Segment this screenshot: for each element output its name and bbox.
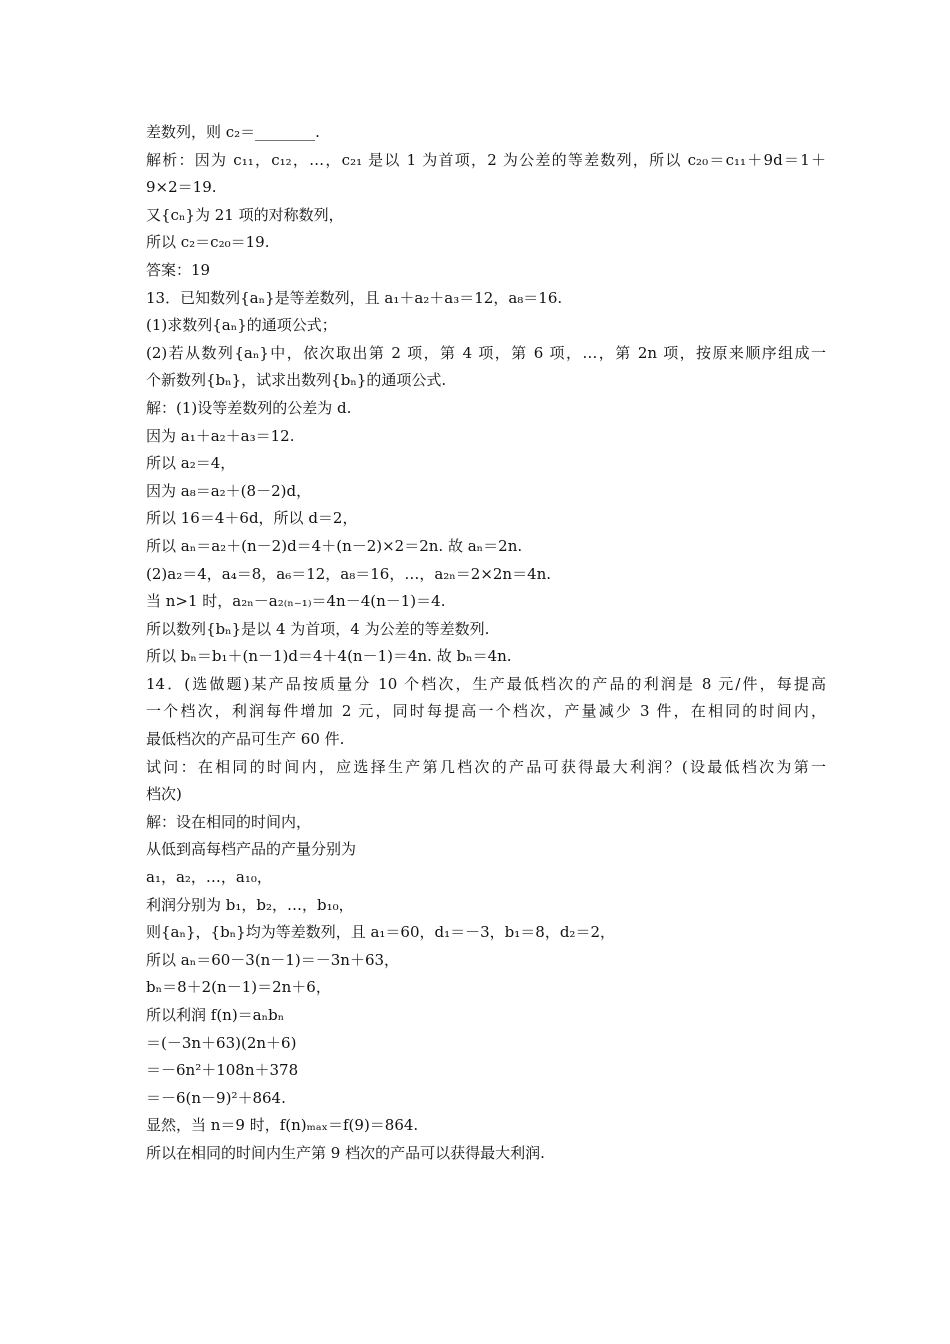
text-line: 所以 aₙ＝60－3(n－1)＝－3n＋63， bbox=[146, 950, 400, 969]
text-line: 解：设在相同的时间内， bbox=[146, 812, 312, 831]
text-line: 试问：在相同的时间内，应选择生产第几档次的产品可获得最大利润？(设最低档次为第一 bbox=[146, 757, 826, 776]
text-line: (2)a₂＝4，a₄＝8，a₆＝12，a₈＝16，…，a₂ₙ＝2×2n＝4n. bbox=[146, 564, 552, 583]
text-line: 因为 a₈＝a₂＋(8－2)d， bbox=[146, 481, 312, 500]
text-line: 所以 16＝4＋6d，所以 d＝2， bbox=[146, 509, 358, 528]
text-line: 解：(1)设等差数列的公差为 d. bbox=[146, 398, 352, 417]
text-line: 所以 c₂＝c₂₀＝19. bbox=[146, 233, 270, 252]
text-line: 从低到高每档产品的产量分别为 bbox=[146, 840, 357, 859]
text-line: 答案：19 bbox=[146, 260, 211, 279]
text-line: 最低档次的产品可生产 60 件. bbox=[146, 730, 345, 749]
text-line: 显然，当 n＝9 时，f(n)ₘₐₓ＝f(9)＝864. bbox=[146, 1116, 419, 1135]
text-line: 所以 a₂＝4， bbox=[146, 454, 236, 473]
text-line: ＝(－3n＋63)(2n＋6) bbox=[146, 1033, 297, 1052]
problem-14-statement: 14．(选做题)某产品按质量分 10 个档次，生产最低档次的产品的利润是 8 元/件，每提高 bbox=[146, 674, 826, 693]
text-line: 档次) bbox=[146, 785, 182, 804]
text-line: 解析：因为 c₁₁，c₁₂，…，c₂₁ 是以 1 为首项，2 为公差的等差数列，所以 c₂₀＝c₁₁＋9d＝1＋ bbox=[146, 150, 826, 169]
text-line: (1)求数列{aₙ}的通项公式； bbox=[146, 316, 337, 335]
text-line: 所以 bₙ＝b₁＋(n－1)d＝4＋4(n－1)＝4n. 故 bₙ＝4n. bbox=[146, 647, 512, 666]
document-body bbox=[146, 119, 826, 1168]
text-line: ＝－6(n－9)²＋864. bbox=[146, 1088, 286, 1107]
problem-13-statement: 13．已知数列{aₙ}是等差数列，且 a₁＋a₂＋a₃＝12，a₈＝16. bbox=[146, 288, 563, 307]
text-line: ＝－6n²＋108n＋378 bbox=[146, 1061, 299, 1080]
conclusion-line: 所以在相同的时间内生产第 9 档次的产品可以获得最大利润. bbox=[146, 1143, 545, 1162]
text-line: a₁，a₂，…，a₁₀， bbox=[146, 868, 272, 887]
text-line: 又{cₙ}为 21 项的对称数列， bbox=[146, 205, 344, 224]
text-line: 差数列，则 c₂＝________. bbox=[146, 123, 320, 141]
text-line: (2)若从数列{aₙ}中，依次取出第 2 项，第 4 项，第 6 项，…，第 2n 项，按原来顺序组成一 bbox=[146, 343, 826, 362]
text-line: 所以 aₙ＝a₂＋(n－2)d＝4＋(n－2)×2＝2n. 故 aₙ＝2n. bbox=[146, 536, 523, 555]
text-line: 则{aₙ}，{bₙ}均为等差数列，且 a₁＝60，d₁＝－3，b₁＝8，d₂＝2， bbox=[146, 923, 615, 942]
text-line: bₙ＝8＋2(n－1)＝2n＋6， bbox=[146, 978, 331, 997]
text-line: 因为 a₁＋a₂＋a₃＝12. bbox=[146, 426, 295, 445]
text-line: 当 n>1 时，a₂ₙ－a₂₍ₙ₋₁₎＝4n－4(n－1)＝4. bbox=[146, 592, 446, 611]
text-line: 一个档次，利润每件增加 2 元，同时每提高一个档次，产量减少 3 件，在相同的时间内， bbox=[146, 702, 826, 721]
text-line: 所以利润 f(n)＝aₙbₙ bbox=[146, 1006, 285, 1024]
text-line: 9×2＝19. bbox=[146, 178, 217, 197]
text-line: 所以数列{bₙ}是以 4 为首项，4 为公差的等差数列. bbox=[146, 619, 490, 638]
text-line: 个新数列{bₙ}，试求出数列{bₙ}的通项公式. bbox=[146, 371, 447, 390]
text-line: 利润分别为 b₁，b₂，…，b₁₀， bbox=[146, 895, 354, 914]
